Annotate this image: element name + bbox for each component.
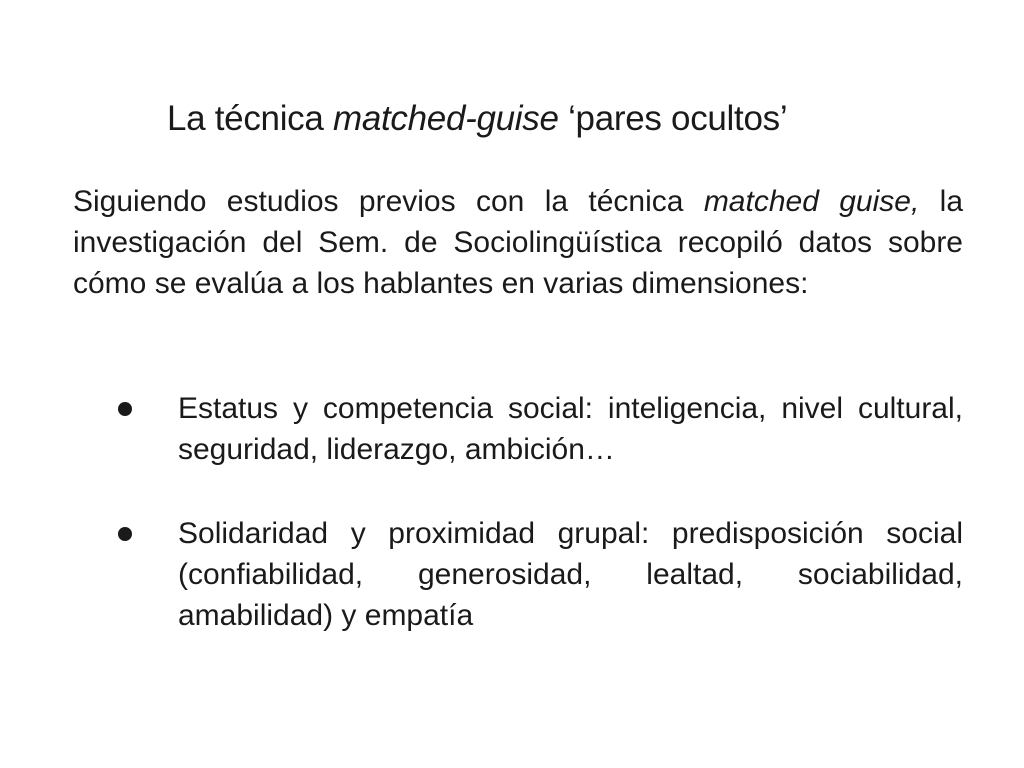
intro-italic-term: matched guise, xyxy=(703,185,920,218)
bullet-text: Solidaridad y proximidad grupal: predisposición social (confiabilidad, generosidad, lealtad, sociabilidad, amabilidad) y empatía xyxy=(178,517,963,632)
title-italic-term: matched-guise xyxy=(332,99,559,138)
bullet-dot-icon xyxy=(118,527,132,541)
title-suffix: ‘pares ocultos’ xyxy=(558,99,788,138)
bullet-item xyxy=(73,388,963,470)
intro-part-2: la investigación del Sem. de Sociolingüística recopiló datos sobre cómo se evalúa a los hablantes en varias dimensiones: xyxy=(73,185,964,300)
slide-title xyxy=(167,97,787,141)
intro-paragraph xyxy=(73,181,963,304)
bullet-text: Estatus y competencia social: inteligencia, nivel cultural, seguridad, liderazgo, ambición… xyxy=(178,392,963,466)
bullet-list xyxy=(73,388,963,636)
bullet-dot-icon xyxy=(118,402,132,416)
bullet-item xyxy=(73,513,963,636)
title-prefix: La técnica xyxy=(167,99,333,138)
intro-part-1: Siguiendo estudios previos con la técnica xyxy=(73,185,704,218)
